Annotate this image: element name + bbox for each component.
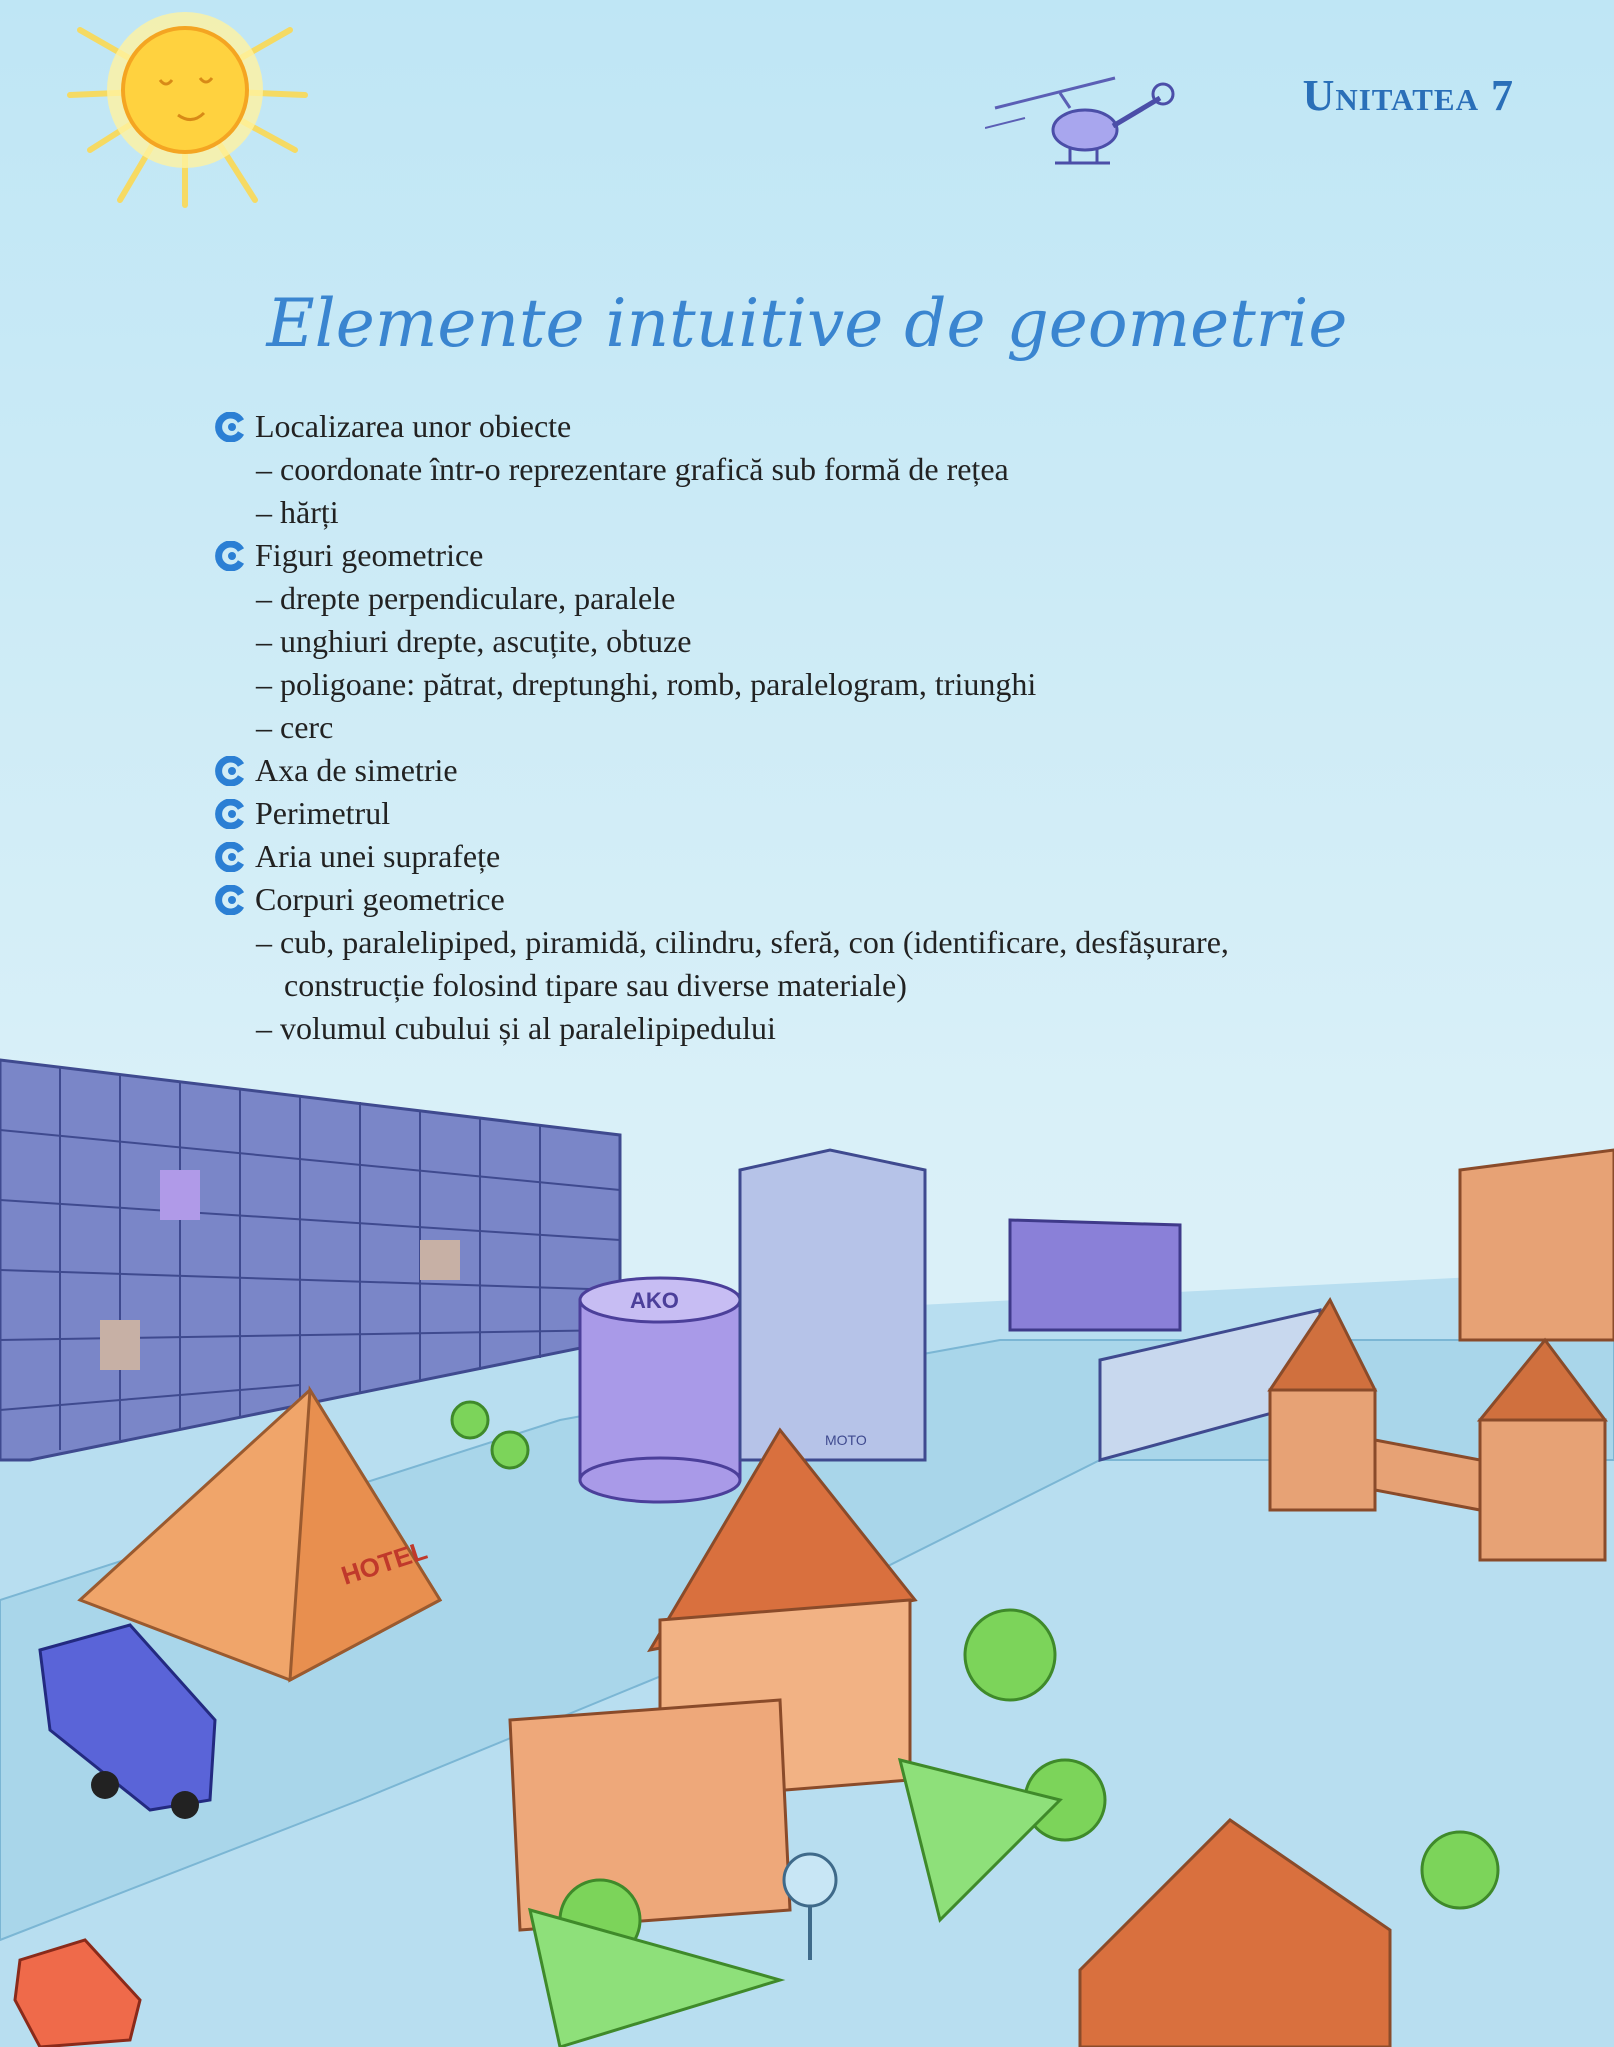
topic-label: Axa de simetrie [255,752,458,788]
topic-item [215,534,1415,577]
bullet-arc-icon [215,842,245,872]
topic-subitem: – coordonate într-o reprezentare grafică sub formă de rețea [256,451,1009,487]
topic-subitem: construcție folosind tipare sau diverse materiale) [284,967,907,1003]
city-illustration [0,1040,1614,2047]
topic-subitem: – hărți [256,494,339,530]
topic-item [215,878,1415,921]
topic-label: Localizarea unor obiecte [255,408,572,444]
bullet-arc-icon [215,541,245,571]
topic-label: Figuri geometrice [255,537,484,573]
tower-sign: AKO [630,1288,679,1313]
bullet-arc-icon [215,885,245,915]
topic-item [215,835,1415,878]
topic-label: Aria unei suprafețe [255,838,501,874]
topic-label: Corpuri geometrice [255,881,505,917]
topic-subitem: – volumul cubului și al paralelipipedului [256,1010,776,1046]
bullet-arc-icon [215,412,245,442]
topic-subitem: – unghiuri drepte, ascuțite, obtuze [256,623,692,659]
unit-label: Unitatea 7 [1302,71,1514,120]
sun-icon [60,0,310,215]
topic-list [215,405,1415,1050]
topic-item [215,749,1415,792]
building-sign: MOTO [825,1432,867,1448]
bullet-arc-icon [215,756,245,786]
topic-item [215,792,1415,835]
cylinder-tower [580,1278,740,1502]
hotel-sign: HOTEL [337,1534,431,1591]
topic-label: Perimetrul [255,795,391,831]
helicopter-icon [985,68,1185,178]
bullet-arc-icon [215,799,245,829]
topic-subitem: – drepte perpendiculare, paralele [256,580,676,616]
topic-subitem: – poligoane: pătrat, dreptunghi, romb, paralelogram, triunghi [256,666,1037,702]
topic-item [215,405,1415,448]
topic-subitem: – cub, paralelipiped, piramidă, cilindru, sferă, con (identificare, desfășurare, [256,924,1229,960]
page-title: Elemente intuitive de geometrie [266,285,1348,362]
tall-building [740,1150,925,1460]
topic-subitem: – cerc [256,709,334,745]
